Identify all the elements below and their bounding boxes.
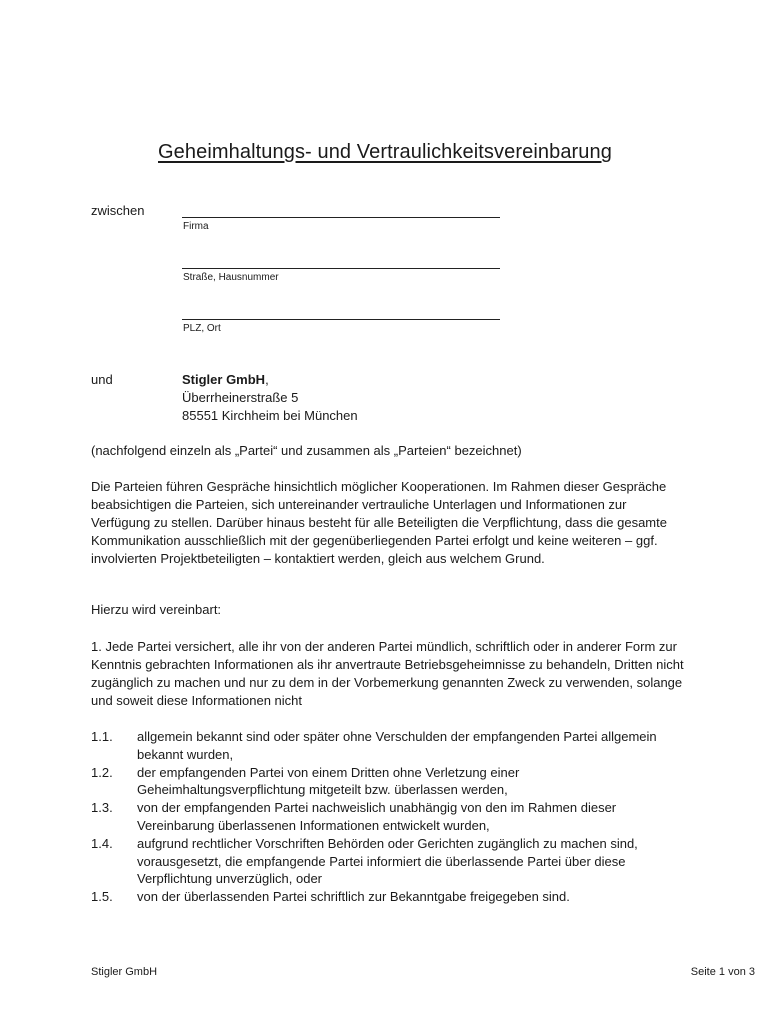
list-item-text: der empfangenden Partei von einem Dritten ohne Verletzung einer Geheimhaltungsverpflichtung mitgeteilt bzw. überlassen werden, xyxy=(137,764,520,798)
street-field-caption: Straße, Hausnummer xyxy=(183,272,279,283)
street-field-line xyxy=(182,268,500,269)
list-item-number: 1.2. xyxy=(91,764,113,780)
company-field-line xyxy=(182,217,500,218)
preamble-paragraph: Die Parteien führen Gespräche hinsichtlich möglicher Kooperationen. Im Rahmen dieser Gespräche beabsichtigen die Parteien, sich untereinander vertrauliche Unterlagen und Informationen zur Verfügung zu stellen. Darüber hinaus besteht für alle Beteiligten die Verpflichtung, dass die gesamte Kommunikation ausschließlich mit der gegenüberliegenden Partei erfolgt und keine weiteren – ggf. involvierten Projektbeteiligten – kontaktiert werden, gleich aus welchem Grund. xyxy=(91,479,667,566)
company-field-caption: Firma xyxy=(183,221,209,232)
party2-address xyxy=(182,371,358,425)
list-item-text: von der empfangenden Partei nachweislich unabhängig von den im Rahmen dieser Vereinbarung überlassenen Informationen entwickelt wurden, xyxy=(137,800,617,833)
document-title: Geheimhaltungs- und Vertraulichkeitsvereinbarung xyxy=(158,141,612,163)
list-item-text: aufgrund rechtlicher Vorschriften Behörden oder Gerichten zugänglich zu machen sind, vorausgesetzt, die empfangende Partei informiert die überlassende Partei über diese Verpflichtung unverzüglich, oder xyxy=(137,835,638,887)
list-item xyxy=(91,835,691,888)
party2-company-line xyxy=(182,371,358,389)
party2-company: Stigler GmbH xyxy=(182,372,266,387)
clause-1-paragraph: 1. Jede Partei versichert, alle ihr von der anderen Partei mündlich, schriftlich oder in anderer Form zur Kenntnis gebrachten Informationen als ihr anvertraute Betriebsgeheimnisse zu behandeln, Dritten nicht zugänglich zu machen und nur zu dem in der Vorbemerkung genannten Zweck zu verwenden, solange und soweit diese Informationen nicht xyxy=(91,639,684,708)
list-item-text: von der überlassenden Partei schriftlich zur Bekanntgabe freigegeben sind. xyxy=(137,889,570,905)
list-item xyxy=(91,799,691,835)
agreed-text: Hierzu wird vereinbart: xyxy=(91,602,222,617)
list-item-number: 1.3. xyxy=(91,800,113,816)
list-item-number: 1.1. xyxy=(91,729,113,744)
list-item-number: 1.5. xyxy=(91,889,113,905)
party2-company-suffix: , xyxy=(265,372,269,387)
city-field-caption: PLZ, Ort xyxy=(183,323,221,334)
list-item xyxy=(91,888,691,906)
list-item-text: allgemein bekannt sind oder später ohne Verschulden der empfangenden Partei allgemein bekannt wurden, xyxy=(137,729,657,762)
definition-text: (nachfolgend einzeln als „Partei“ und zusammen als „Parteien“ bezeichnet) xyxy=(91,443,522,458)
city-field-line xyxy=(182,319,500,320)
party2-city: 85551 Kirchheim bei München xyxy=(182,408,358,423)
and-label: und xyxy=(91,372,113,387)
list-item xyxy=(91,764,691,800)
list-item xyxy=(91,728,691,764)
list-item-number: 1.4. xyxy=(91,835,113,851)
footer-company: Stigler GmbH xyxy=(91,966,158,978)
party2-street: Überrheinerstraße 5 xyxy=(182,390,299,405)
clause-1-sublist xyxy=(91,728,691,906)
footer-page-number: Seite 1 von 3 xyxy=(690,966,755,978)
between-label: zwischen xyxy=(91,203,145,218)
